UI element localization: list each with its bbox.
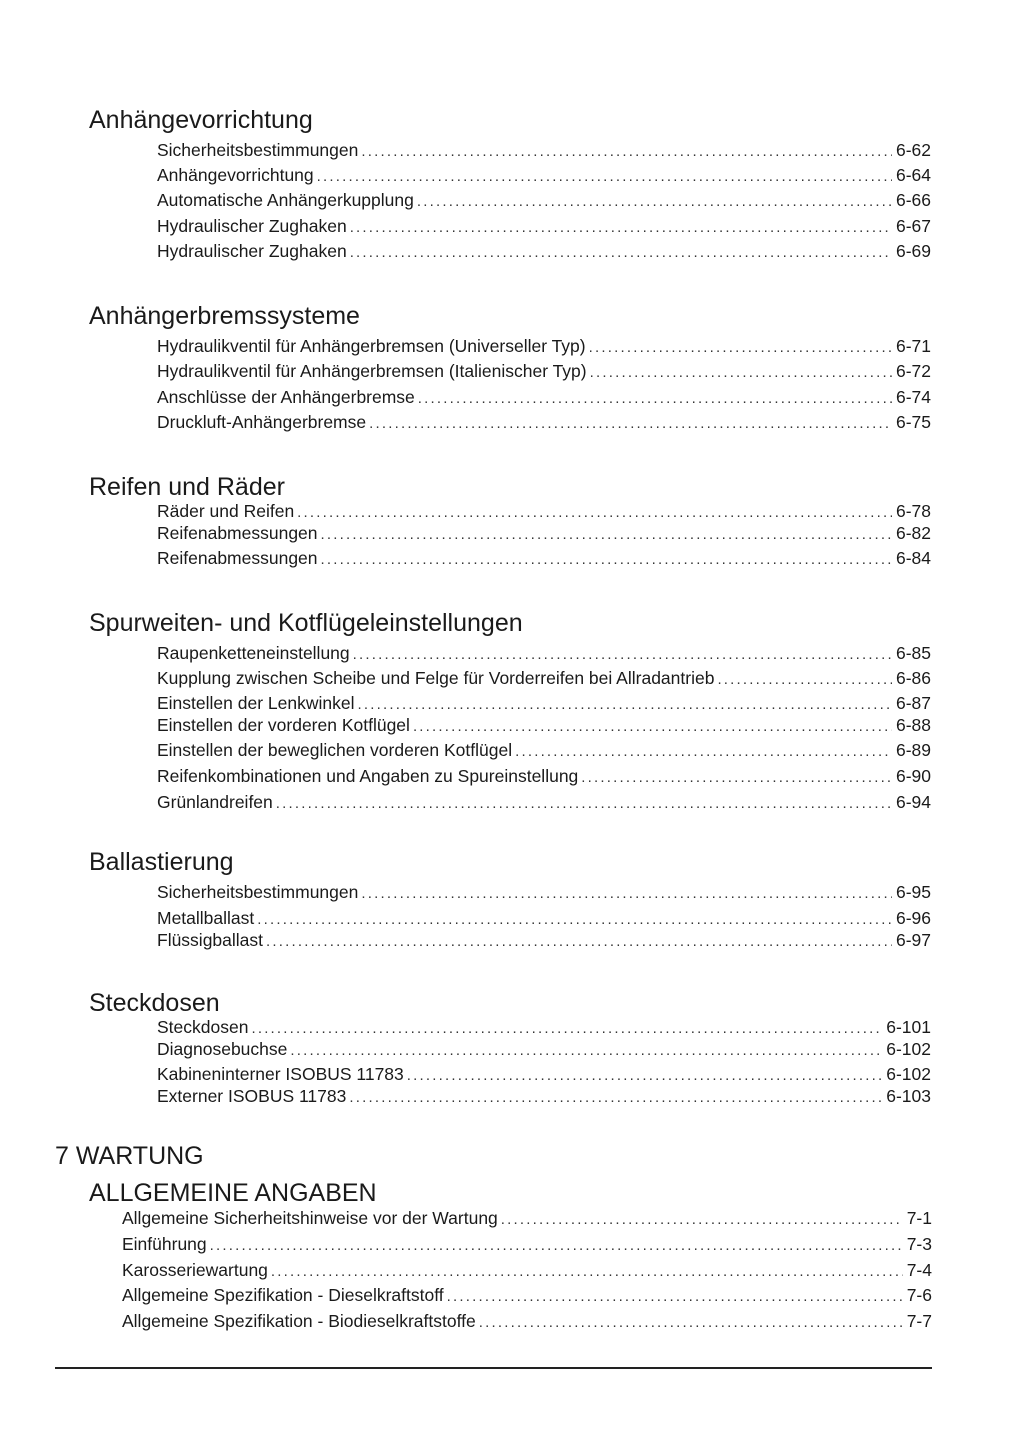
toc-entry-title: Allgemeine Sicherheitshinweise vor der Wartung — [122, 1208, 498, 1228]
chapter-subheading: ALLGEMEINE ANGABEN — [89, 1179, 377, 1207]
toc-entry[interactable] — [157, 360, 931, 384]
toc-entry-title: Flüssigballast — [157, 930, 264, 950]
toc-entry-page: 6-67 — [895, 216, 931, 236]
toc-entry-page: 6-96 — [895, 908, 931, 928]
toc-leader-dots — [357, 694, 891, 716]
toc-entry-page: 6-75 — [895, 412, 931, 432]
toc-entry[interactable] — [157, 1016, 931, 1040]
section-heading-spurweiten: Spurweiten- und Kotflügeleinstellungen — [89, 609, 523, 637]
toc-entry-title: Steckdosen — [157, 1017, 249, 1037]
toc-leader-dots — [353, 644, 892, 666]
section-heading-anhaengevorrichtung: Anhängevorrichtung — [89, 106, 313, 134]
toc-entry[interactable] — [157, 386, 931, 410]
toc-entry-page: 6-102 — [886, 1039, 931, 1059]
toc-entry[interactable] — [157, 411, 931, 435]
toc-entry[interactable] — [122, 1259, 932, 1283]
toc-entry-title: Hydraulischer Zughaken — [157, 216, 347, 236]
toc-entry-page: 7-1 — [906, 1208, 932, 1228]
toc-entry-page: 7-6 — [906, 1285, 932, 1305]
toc-leader-dots — [350, 242, 892, 264]
toc-entry-title: Automatische Anhängerkupplung — [157, 190, 414, 210]
toc-entry-title: Metallballast — [157, 908, 255, 928]
toc-entry-title: Räder und Reifen — [157, 501, 295, 521]
section-heading-ballastierung: Ballastierung — [89, 848, 234, 876]
toc-entry-title: Anhängevorrichtung — [157, 165, 314, 185]
toc-entry[interactable] — [157, 215, 931, 239]
toc-entry-title: Einstellen der vorderen Kotflügel — [157, 715, 410, 735]
toc-entry-page: 7-7 — [906, 1311, 932, 1331]
toc-entry-title: Kupplung zwischen Scheibe und Felge für Vorderreifen bei Allradantrieb — [157, 668, 715, 688]
toc-leader-dots — [479, 1312, 903, 1334]
toc-entry-page: 6-89 — [895, 740, 931, 760]
toc-entry-title: Externer ISOBUS 11783 — [157, 1086, 347, 1106]
toc-entry[interactable] — [157, 692, 931, 716]
toc-leader-dots — [349, 1087, 882, 1109]
toc-entry[interactable] — [157, 500, 931, 524]
toc-entry[interactable] — [157, 1038, 931, 1062]
toc-entry[interactable] — [157, 642, 931, 666]
toc-entry-title: Allgemeine Spezifikation - Biodieselkraftstoffe — [122, 1311, 476, 1331]
toc-leader-dots — [361, 883, 892, 905]
toc-entry-title: Sicherheitsbestimmungen — [157, 140, 359, 160]
section-heading-reifen-und-raeder: Reifen und Räder — [89, 473, 285, 501]
toc-leader-dots — [251, 1018, 882, 1040]
toc-entry-page: 7-4 — [906, 1260, 932, 1280]
toc-entry[interactable] — [122, 1207, 932, 1231]
toc-entry-page: 6-69 — [895, 241, 931, 261]
toc-entry-title: Allgemeine Spezifikation - Dieselkraftstoff — [122, 1285, 444, 1305]
toc-leader-dots — [717, 669, 892, 691]
toc-entry[interactable] — [157, 189, 931, 213]
toc-entry[interactable] — [157, 164, 931, 188]
toc-entry-title: Einführung — [122, 1234, 207, 1254]
toc-entry[interactable] — [157, 907, 931, 931]
toc-entry[interactable] — [157, 1085, 931, 1109]
section-heading-anhaengerbremssysteme: Anhängerbremssysteme — [89, 302, 360, 330]
toc-entry-title: Einstellen der beweglichen vorderen Kotflügel — [157, 740, 513, 760]
section-heading-steckdosen: Steckdosen — [89, 989, 220, 1017]
toc-leader-dots — [297, 502, 892, 524]
toc-entry-title: Reifenabmessungen — [157, 548, 318, 568]
toc-leader-dots — [321, 524, 892, 546]
toc-entry-page: 6-97 — [895, 930, 931, 950]
toc-leader-dots — [447, 1286, 903, 1308]
toc-entry[interactable] — [122, 1233, 932, 1257]
toc-entry-title: Kabineninterner ISOBUS 11783 — [157, 1064, 404, 1084]
toc-entry[interactable] — [157, 765, 931, 789]
toc-entry-page: 6-87 — [895, 693, 931, 713]
toc-entry-page: 6-103 — [886, 1086, 931, 1106]
toc-leader-dots — [266, 931, 892, 953]
toc-entry[interactable] — [157, 522, 931, 546]
toc-entry-page: 6-82 — [895, 523, 931, 543]
toc-leader-dots — [413, 716, 892, 738]
toc-entry-page: 6-62 — [895, 140, 931, 160]
toc-entry[interactable] — [122, 1284, 932, 1308]
toc-entry-title: Anschlüsse der Anhängerbremse — [157, 387, 415, 407]
toc-leader-dots — [589, 337, 892, 359]
toc-leader-dots — [417, 191, 892, 213]
toc-leader-dots — [271, 1261, 903, 1283]
toc-leader-dots — [418, 388, 892, 410]
toc-entry-title: Reifenabmessungen — [157, 523, 318, 543]
toc-entry-page: 7-3 — [906, 1234, 932, 1254]
toc-entry-page: 6-94 — [895, 792, 931, 812]
toc-entry[interactable] — [157, 739, 931, 763]
footer-divider — [55, 1367, 932, 1369]
toc-leader-dots — [350, 217, 892, 239]
toc-entry[interactable] — [157, 667, 931, 691]
toc-leader-dots — [501, 1209, 903, 1231]
toc-entry[interactable] — [157, 929, 931, 953]
toc-entry-page: 6-85 — [895, 643, 931, 663]
toc-entry-title: Sicherheitsbestimmungen — [157, 882, 359, 902]
toc-entry-page: 6-72 — [895, 361, 931, 381]
toc-entry-page: 6-64 — [895, 165, 931, 185]
toc-entry-title: Einstellen der Lenkwinkel — [157, 693, 355, 713]
toc-entry-page: 6-66 — [895, 190, 931, 210]
toc-entry[interactable] — [157, 881, 931, 905]
toc-entry[interactable] — [157, 791, 931, 815]
toc-entry-page: 6-102 — [886, 1064, 931, 1084]
toc-leader-dots — [361, 141, 892, 163]
toc-leader-dots — [369, 413, 892, 435]
toc-entry-title: Karosseriewartung — [122, 1260, 268, 1280]
toc-entry[interactable] — [157, 139, 931, 163]
toc-entry-title: Raupenketteneinstellung — [157, 643, 350, 663]
toc-entry[interactable] — [157, 714, 931, 738]
toc-entry-title: Reifenkombinationen und Angaben zu Spureinstellung — [157, 766, 579, 786]
toc-entry[interactable] — [157, 240, 931, 264]
chapter-heading: 7 WARTUNG — [55, 1142, 204, 1170]
toc-entry[interactable] — [122, 1310, 932, 1334]
toc-entry-page: 6-95 — [895, 882, 931, 902]
toc-entry-title: Hydraulischer Zughaken — [157, 241, 347, 261]
toc-leader-dots — [276, 793, 892, 815]
toc-entry-page: 6-90 — [895, 766, 931, 786]
toc-leader-dots — [210, 1235, 903, 1257]
toc-entry-page: 6-86 — [895, 668, 931, 688]
toc-leader-dots — [321, 549, 892, 571]
toc-leader-dots — [515, 741, 892, 763]
toc-entry-page: 6-78 — [895, 501, 931, 521]
toc-leader-dots — [317, 166, 892, 188]
toc-entry-title: Hydraulikventil für Anhängerbremsen (Italienischer Typ) — [157, 361, 587, 381]
toc-entry-page: 6-74 — [895, 387, 931, 407]
toc-leader-dots — [257, 909, 892, 931]
toc-leader-dots — [581, 767, 892, 789]
toc-entry-title: Druckluft-Anhängerbremse — [157, 412, 367, 432]
toc-leader-dots — [590, 362, 892, 384]
toc-entry-title: Hydraulikventil für Anhängerbremsen (Universeller Typ) — [157, 336, 586, 356]
toc-entry[interactable] — [157, 335, 931, 359]
toc-leader-dots — [407, 1065, 882, 1087]
toc-entry[interactable] — [157, 547, 931, 571]
toc-leader-dots — [290, 1040, 882, 1062]
toc-entry-page: 6-88 — [895, 715, 931, 735]
toc-entry-page: 6-101 — [886, 1017, 931, 1037]
toc-entry-title: Diagnosebuchse — [157, 1039, 288, 1059]
toc-entry-title: Grünlandreifen — [157, 792, 273, 812]
toc-entry[interactable] — [157, 1063, 931, 1087]
toc-entry-page: 6-84 — [895, 548, 931, 568]
toc-entry-page: 6-71 — [895, 336, 931, 356]
